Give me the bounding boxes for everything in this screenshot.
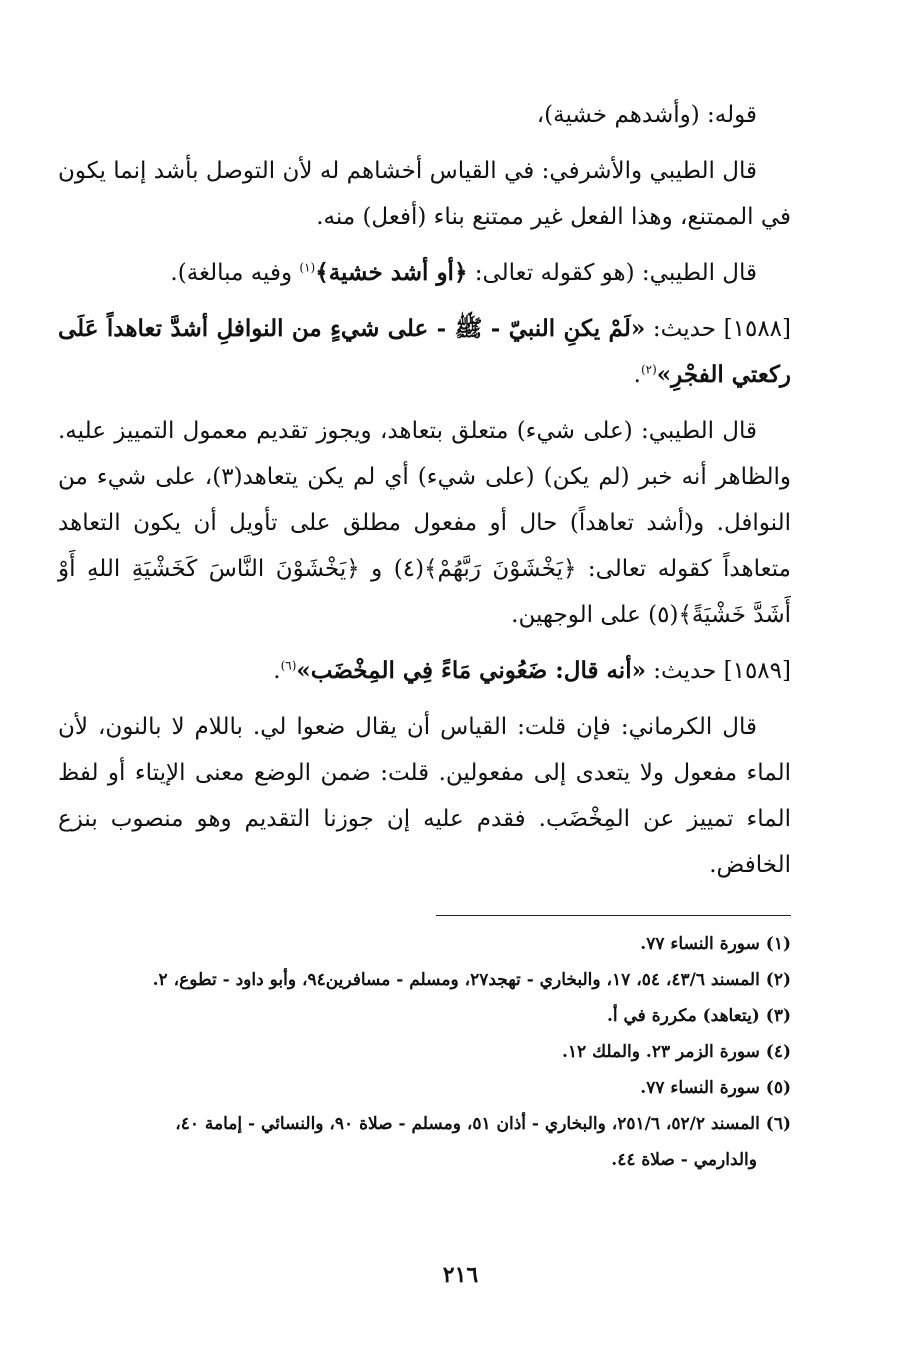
hadith-1588	[58, 306, 791, 398]
paragraph-1-text: قوله: (وأشدهم خشية)،	[536, 102, 757, 128]
footnote-6-line2: والدارمي - صلاة ٤٤.	[611, 1150, 757, 1170]
paragraph-3-pre: قال الطيبي: (هو كقوله تعالى:	[467, 260, 757, 286]
footnote-6-line1: (٦) المسند ٥٢/٢، ٢٥١/٦، والبخاري - أذان ٥١، ومسلم - صلاة ٩٠، والنسائي - إمامة ٤٠،	[175, 1114, 791, 1134]
footnote-2: (٢) المسند ٤٣/٦، ٥٤، ١٧، والبخاري - تهجد٢٧، ومسلم - مسافرين٩٤، وأبو داود - تطوع، ٢.	[152, 970, 791, 990]
footnote-4: (٤) سورة الزمر ٢٣. والملك ١٢.	[561, 1042, 791, 1062]
paragraph-3-post: وفيه مبالغة).	[170, 260, 300, 286]
hadith-1589-text: «أنه قال: ضَعُوني مَاءً فِي المِخْضَب»	[296, 657, 646, 684]
hadith-1589-pre: [١٥٨٩] حديث:	[645, 658, 791, 684]
paragraph-5-text: قال الطيبي: (على شيء) متعلق بتعاهد، ويجوز تقديم معمول التمييز عليه. والظاهر أنه خبر (لم يكن) (على شيء) أي لم يكن يتعاهد(٣)، على شيء من النوافل. و(أشد تعاهداً) حال أو مفعول مطلق على تأويل أن يكون التعاهد متعاهداً كقوله تعالى: ﴿يَخْشَوْنَ رَبَّهُمْ﴾(٤) و ﴿يَخْشَوْنَ النَّاسَ كَخَشْيَةِ اللهِ أَوْ أَشَدَّ خَشْيَةً﴾(٥) على الوجهين.	[58, 418, 792, 628]
paragraph-2-text: قال الطيبي والأشرفي: في القياس أخشاهم له لأن التوصل بأشد إنما يكون في الممتنع، وهذا الفعل غير ممتنع بناء (أفعل) منه.	[58, 158, 791, 230]
hadith-1588-text: «لَمْ يكنِ النبيّ - ﷺ - على شيءٍ من النوافلِ أشدَّ تعاهداً عَلَى ركعتي الفجْرِ»	[58, 315, 791, 388]
paragraph-1	[58, 92, 791, 138]
quran-quote: ﴿أو أشد خشية﴾	[315, 259, 468, 286]
footnote-1: (١) سورة النساء ٧٧.	[640, 934, 791, 954]
hadith-1588-post: .	[633, 362, 641, 388]
main-text	[58, 92, 791, 898]
page-number: ٢١٦	[442, 1262, 479, 1288]
footnote-5: (٥) سورة النساء ٧٧.	[640, 1078, 791, 1098]
paragraph-7-text: قال الكرماني: فإن قلت: القياس أن يقال ضعوا لي. باللام لا بالنون، لأن الماء مفعول ولا يتعدى إلى مفعولين. قلت: ضمن الوضع معنى الإيتاء أو لفظ الماء تمييز عن المِخْضَب. فقدم عليه إن جوزنا التقديم وهو منصوب بنزع الخافض.	[58, 714, 791, 878]
paragraph-2	[58, 148, 791, 240]
hadith-1589	[58, 648, 791, 694]
footnote-ref-6: (٦)	[280, 658, 297, 673]
footnote-6	[58, 1106, 791, 1178]
paragraph-5	[58, 408, 791, 638]
paragraph-3	[58, 250, 791, 296]
hadith-1588-pre: [١٥٨٨] حديث:	[645, 316, 792, 342]
footnote-ref-2: (٢)	[640, 362, 657, 377]
footnote-3: (٣) (يتعاهد) مكررة في أ.	[606, 1006, 791, 1026]
hadith-1589-post: .	[273, 658, 281, 684]
footnote-divider	[436, 915, 791, 916]
paragraph-7	[58, 704, 791, 888]
footnote-ref-1: (١)	[299, 260, 316, 275]
footnotes	[58, 915, 791, 1178]
